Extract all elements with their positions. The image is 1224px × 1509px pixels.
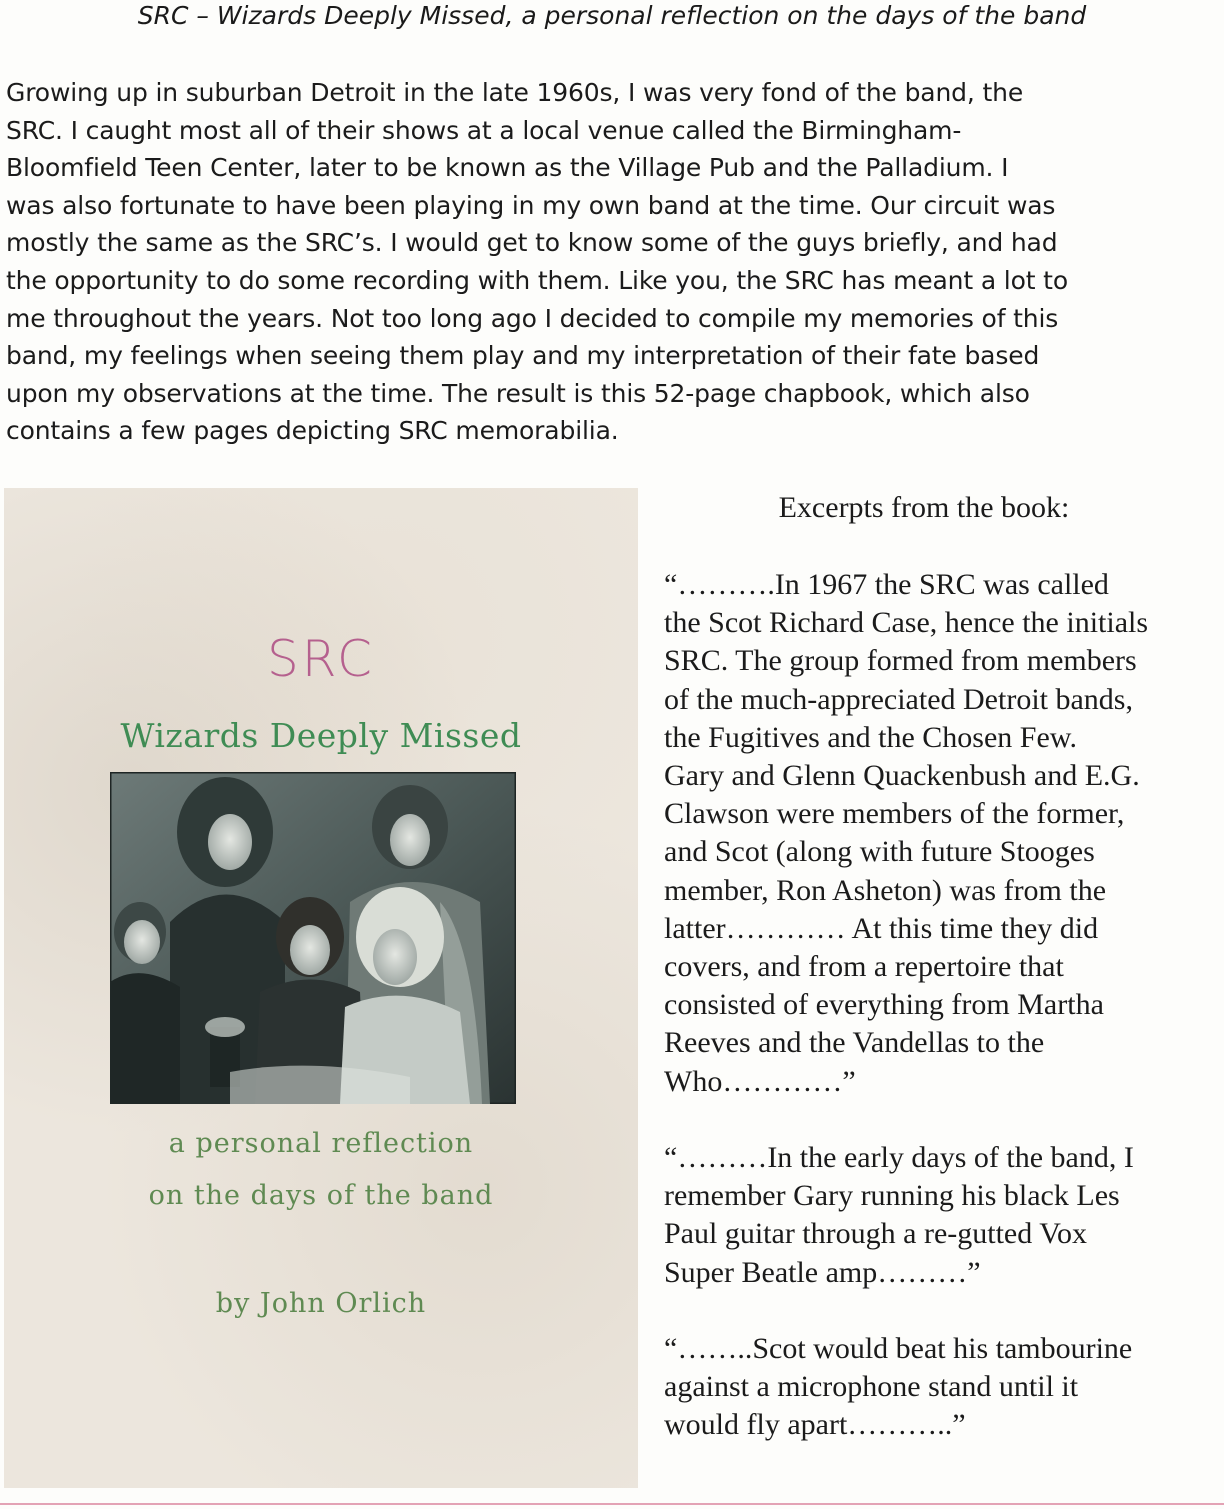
page-title: SRC – Wizards Deeply Missed, a personal reflection on the days of the band: [137, 1, 1087, 30]
excerpt-line: covers, and from a repertoire that: [664, 950, 1064, 984]
excerpt: [664, 1330, 1220, 1445]
excerpt: [664, 566, 1220, 1101]
excerpt-line: Gary and Glenn Quackenbush and E.G.: [664, 759, 1140, 793]
excerpt-line: Clawson were members of the former,: [664, 797, 1125, 831]
excerpt-line: SRC. The group formed from members: [664, 644, 1137, 678]
cover-subtitle: Wizards Deeply Missed: [120, 716, 522, 755]
intro-line: mostly the same as the SRC’s. I would get to know some of the guys briefly, and had: [6, 228, 1058, 258]
excerpt-line: Super Beatle amp………”: [664, 1255, 981, 1289]
excerpt-line: of the much-appreciated Detroit bands,: [664, 682, 1133, 716]
intro-line: band, my feelings when seeing them play and my interpretation of their fate based: [6, 341, 1040, 371]
band-photo: [110, 772, 516, 1104]
cover-author: by John Orlich: [215, 1288, 427, 1319]
excerpt: [664, 1139, 1220, 1292]
excerpt-line: remember Gary running his black Les: [664, 1179, 1120, 1213]
excerpt-line: Reeves and the Vandellas to the: [664, 1026, 1045, 1060]
book-cover-image: [4, 488, 638, 1488]
intro-line: Bloomfield Teen Center, later to be known as the Village Pub and the Palladium. I: [6, 153, 1009, 183]
excerpt-line: “……….In 1967 the SRC was called: [664, 568, 1109, 601]
intro-line: Growing up in suburban Detroit in the late 1960s, I was very fond of the band, the: [6, 78, 1024, 107]
excerpt-line: against a microphone stand until it: [664, 1370, 1079, 1404]
excerpt-line: Who…………”: [664, 1064, 856, 1098]
excerpt-line: the Fugitives and the Chosen Few.: [664, 720, 1078, 754]
intro-line: SRC. I caught most all of their shows at a local venue called the Birmingham-: [6, 115, 962, 145]
intro-line: upon my observations at the time. The result is this 52-page chapbook, which also: [6, 378, 1030, 408]
cover-tagline-1: a personal reflection: [168, 1128, 474, 1159]
excerpt-line: member, Ron Asheton) was from the: [664, 873, 1107, 907]
intro-paragraph: [6, 74, 1218, 450]
intro-line: was also fortunate to have been playing in my own band at the time. Our circuit was: [6, 190, 1056, 220]
intro-line: contains a few pages depicting SRC memorabilia.: [6, 416, 619, 446]
intro-line: me throughout the years. Not too long ago I decided to compile my memories of this: [6, 303, 1059, 333]
bottom-divider: [0, 1503, 1224, 1505]
excerpt-line: “………In the early days of the band, I: [664, 1141, 1134, 1174]
excerpt-line: would fly apart………..”: [664, 1408, 966, 1442]
excerpt-line: “……..Scot would beat his tambourine: [664, 1332, 1133, 1365]
excerpt-line: and Scot (along with future Stooges: [664, 835, 1095, 869]
intro-line: the opportunity to do some recording with them. Like you, the SRC has meant a lot to: [6, 265, 1068, 295]
cover-title: SRC: [267, 630, 375, 688]
excerpt-line: latter………… At this time they did: [664, 911, 1099, 945]
cover-tagline-2: on the days of the band: [148, 1180, 494, 1211]
excerpt-line: consisted of everything from Martha: [664, 988, 1104, 1022]
excerpt-line: the Scot Richard Case, hence the initials: [664, 606, 1149, 640]
excerpts-heading: Excerpts from the book:: [778, 491, 1070, 524]
excerpt-line: Paul guitar through a re-gutted Vox: [664, 1217, 1087, 1251]
